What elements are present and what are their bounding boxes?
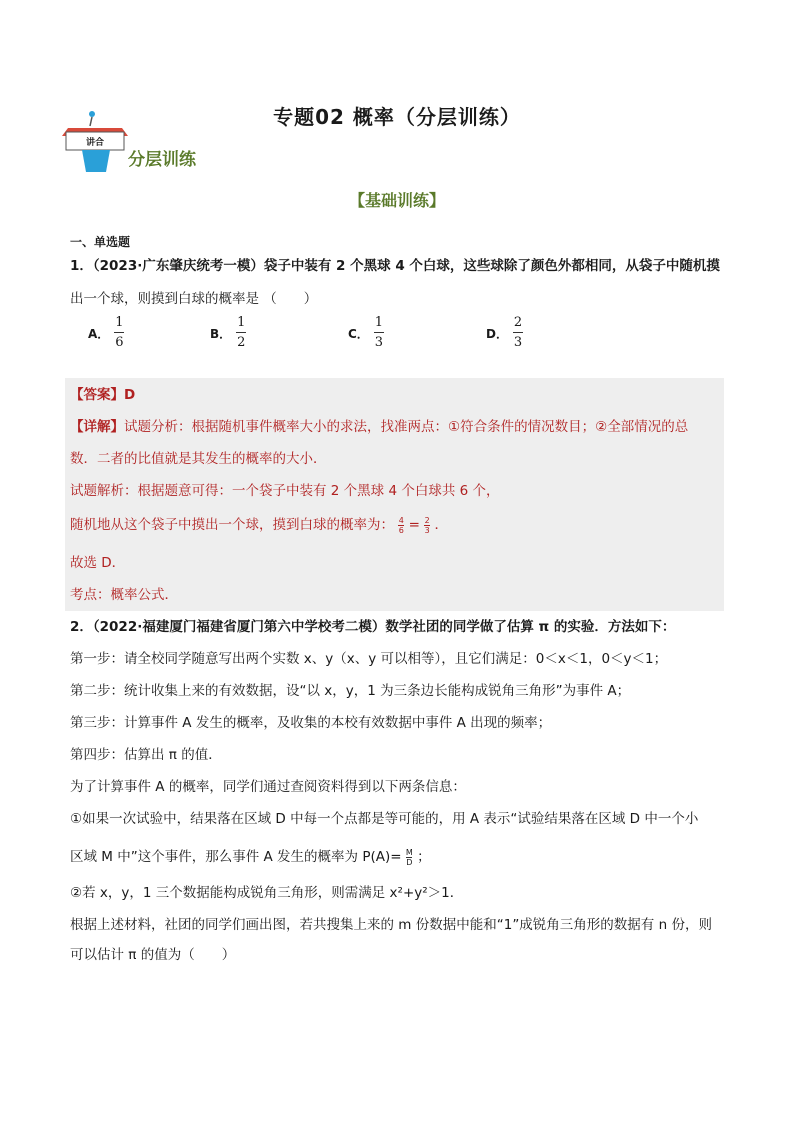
answer-value: D <box>124 387 136 403</box>
q2-line3: 第二步：统计收集上来的有效数据，设“以 x，y，1 为三条边长能构成锐角三角形”为事件 A； <box>70 683 631 699</box>
option-d[interactable] <box>486 315 523 362</box>
option-b[interactable] <box>210 315 246 362</box>
q2-line10: 根据上述材料，社团的同学们画出图，若共搜集上来的 m 份数据中能和“1”成锐角三角形的数据有 n 份，则 <box>70 917 712 933</box>
logo-label: 分层训练 <box>128 150 196 170</box>
q2-line8: 区域 M 中”这个事件，那么事件 A 发生的概率为 P(A)= $\frac{M}{D}$ ； <box>70 847 431 867</box>
option-b-fraction: $\frac{1}{2}$ <box>237 315 246 350</box>
fraction-m-d: $\frac{M}{D}$ <box>405 847 413 867</box>
answer-label: 【答案】 <box>70 387 124 403</box>
detail-label: 【详解】 <box>70 419 124 435</box>
q2-line11: 可以估计 π 的值为（ ） <box>70 947 236 963</box>
option-c-fraction: $\frac{1}{3}$ <box>374 315 384 350</box>
option-c[interactable] <box>348 315 384 362</box>
detail-line4: 随机地从这个袋子中摸出一个球，摸到白球的概率为： $\frac{4}{6}$ = $\frac{2}{3}$ ． <box>70 515 448 535</box>
logo-badge: 讲合 <box>85 138 105 148</box>
section-heading: 【基础训练】 <box>348 191 445 210</box>
detail-line3: 试题解析：根据题意可得：一个袋子中装有 2 个黑球 4 个白球共 6 个， <box>70 483 500 499</box>
q2-line2: 第一步：请全校同学随意写出两个实数 x、y（x、y 可以相等），且它们满足：0＜x＜1，0＜y＜1； <box>70 651 668 667</box>
q2-line5: 第四步：估算出 π 的值． <box>70 747 222 763</box>
q2-line7: ①如果一次试验中，结果落在区域 D 中每一个点都是等可能的，用 A 表示“试验结果落在区域 D 中一个小 <box>70 811 699 827</box>
point-line: 考点：概率公式． <box>70 587 178 603</box>
q2-line6: 为了计算事件 A 的概率，同学们通过查阅资料得到以下两条信息： <box>70 779 466 795</box>
lecture-podium-logo <box>62 108 132 172</box>
detail-line1: 【详解】试题分析：根据随机事件概率大小的求法，找准两点：①符合条件的情况数目；②全部情况的总 <box>70 419 689 435</box>
detail-line2: 数．二者的比值就是其发生的概率的大小． <box>70 451 327 467</box>
choose-line: 故选 D． <box>70 555 126 571</box>
option-d-label: D． <box>486 327 508 341</box>
q2-line1: 2．（2022·福建厦门福建省厦门第六中学校考二模）数学社团的同学做了估算 π 的实验．方法如下： <box>70 619 676 635</box>
q2-line9: ②若 x，y，1 三个数据能构成锐角三角形，则需满足 x²+y²＞1． <box>70 885 464 901</box>
option-b-label: B． <box>210 327 232 341</box>
q2-line4: 第三步：计算事件 A 发生的概率，及收集的本校有效数据中事件 A 出现的频率； <box>70 715 552 731</box>
option-a-label: A． <box>88 327 110 341</box>
q1-line2: 出一个球，则摸到白球的概率是 （ ） <box>70 291 318 307</box>
page-title: 专题02 概率（分层训练） <box>273 105 521 129</box>
option-c-label: C． <box>348 327 369 341</box>
q1-line1: 1．（2023·广东肇庆统考一模）袋子中装有 2 个黑球 4 个白球，这些球除了颜色外都相同，从袋子中随机摸 <box>70 258 720 274</box>
option-d-fraction: $\frac{2}{3}$ <box>513 315 523 350</box>
option-a-fraction: $\frac{1}{6}$ <box>115 315 124 350</box>
fraction-2-3: $\frac{2}{3}$ <box>424 515 430 535</box>
question-type: 一、单选题 <box>70 235 131 249</box>
option-a[interactable] <box>88 315 124 362</box>
fraction-4-6: $\frac{4}{6}$ <box>398 515 404 535</box>
answer-line <box>70 385 135 405</box>
